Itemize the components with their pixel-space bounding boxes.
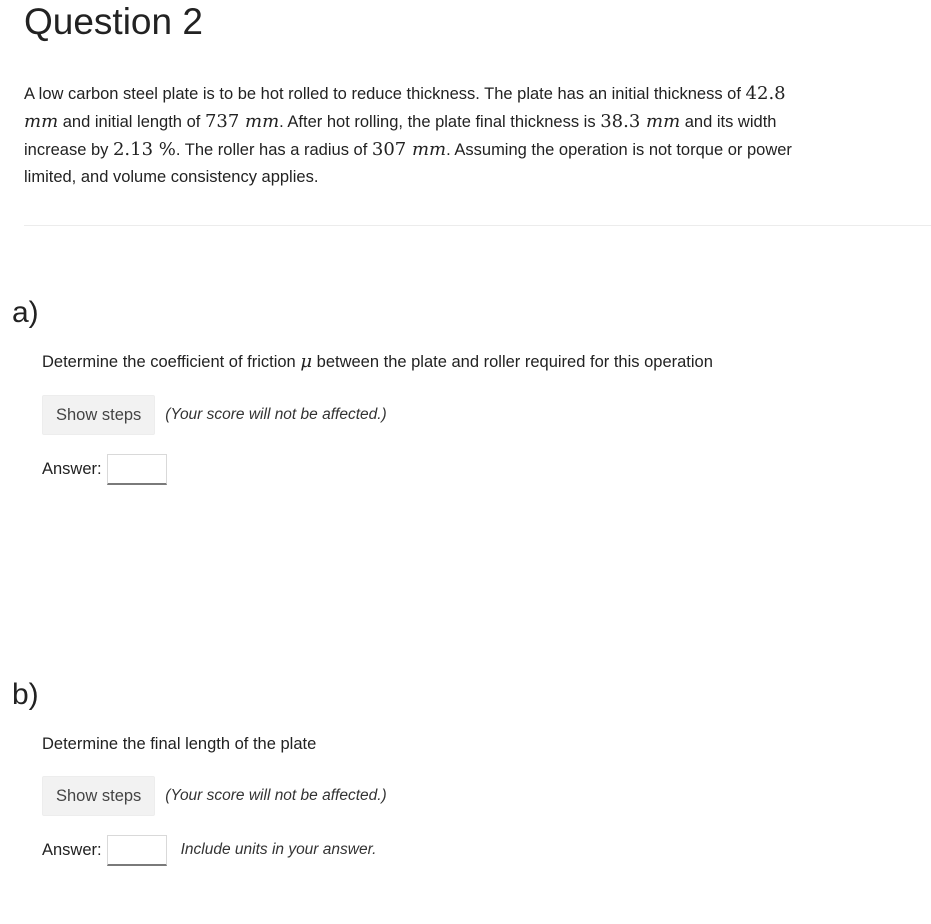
part-a-answer-label: Answer: [42,459,102,478]
section-divider [24,225,931,226]
part-b-units-hint: Include units in your answer. [180,841,377,858]
stem-text: . After hot rolling, the plate final thickness is [279,113,596,131]
part-a-answer-input[interactable] [107,454,167,485]
initial-thickness-value: 42.8 mm [24,83,786,132]
part-b-answer-input[interactable] [107,835,167,866]
part-b-prompt: Determine the final length of the plate [42,735,317,753]
stem-text: and initial length of [62,113,201,131]
roller-radius-value: 307 mm [371,139,447,160]
part-b-answer-label: Answer: [42,840,102,859]
part-b-show-steps-button[interactable]: Show steps [42,776,155,816]
stem-text: . Assuming the operation is not torque or power limited, and volume consistency applies. [24,141,792,186]
final-thickness-value: 38.3 mm [600,111,681,132]
part-a-steps-row [42,395,387,435]
part-b-steps-row [42,776,387,816]
stem-text: . The roller has a radius of [175,141,368,159]
stem-text: A low carbon steel plate is to be hot rolled to reduce thickness. The plate has an initial thickness of [24,85,741,103]
part-a-score-note: (Your score will not be affected.) [165,406,387,423]
part-b-answer-row [42,834,376,866]
initial-length-value: 737 mm [204,111,280,132]
part-a-answer-row [42,453,167,485]
part-a-label: a) [12,296,39,329]
part-b-label: b) [12,678,39,711]
part-a-show-steps-button[interactable]: Show steps [42,395,155,435]
question-title: Question 2 [24,1,203,42]
mu-symbol: μ [300,351,313,372]
width-increase-value: 2.13 % [112,139,176,160]
question-stem [24,80,824,191]
stem-text: and its width increase by [24,113,777,159]
part-a-prompt: Determine the coefficient of friction μ between the plate and roller required for this operation [42,351,713,372]
part-b-score-note: (Your score will not be affected.) [165,787,387,804]
